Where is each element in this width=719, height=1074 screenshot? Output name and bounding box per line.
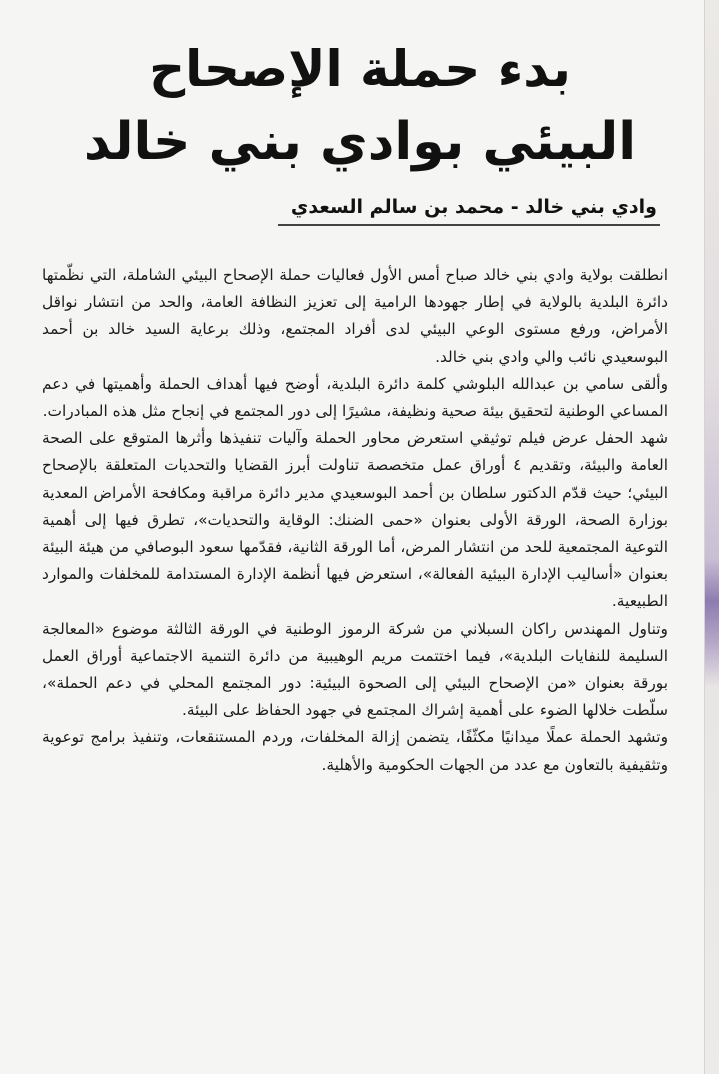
paragraph-5: وتشهد الحملة عملًا ميدانيًا مكثّفًا، يتضمن إزالة المخلفات، وردم المستنقعات، وتنفيذ برامج توعوية وتثقيفية بالتعاون مع عدد من الجهات الحكومية والأهلية. bbox=[42, 728, 668, 774]
adjacent-page-edge bbox=[705, 0, 719, 1074]
article-headline bbox=[80, 33, 640, 179]
headline-line-1: بدء حملة الإصحاح bbox=[149, 40, 571, 99]
paragraph-3: شهد الحفل عرض فيلم توثيقي استعرض محاور الحملة وآليات تنفيذها وأثرها المتوقع على الصحة العامة والبيئة، وتقديم ٤ أوراق عمل متخصصة تناولت أبرز القضايا والتحديات المتعلقة بالإصحاح البيئي؛ حيث قدّم الدكتور سلطان بن أحمد البوسعيدي مدير دائرة مراقبة ومكافحة الأمراض المعدية بوزارة الصحة، الورقة الأولى بعنوان «حمى الضنك: الوقاية والتحديات»، تطرق فيها إلى أهمية التوعية المجتمعية للحد من انتشار المرض، أما الورقة الثانية، فقدّمها سعود البوصافي من هيئة البيئة بعنوان «أساليب الإدارة البيئية الفعالة»، استعرض فيها أنظمة الإدارة المستدامة للمخلفات والموارد الطبيعية. bbox=[42, 429, 668, 611]
page-fold-line bbox=[704, 0, 705, 1074]
article-body bbox=[42, 262, 668, 779]
headline-line-2: البيئي بوادي بني خالد bbox=[83, 112, 637, 173]
paragraph-1: انطلقت بولاية وادي بني خالد صباح أمس الأول فعاليات حملة الإصحاح البيئي الشاملة، التي نظّمتها دائرة البلدية بالولاية في إطار جهودها الرامية إلى تعزيز النظافة العامة، والحد من انتشار نواقل الأمراض، ورفع مستوى الوعي البيئي لدى أفراد المجتمع، وذلك برعاية السيد خالد بن أحمد البوسعيدي نائب والي وادي بني خالد. bbox=[42, 266, 668, 366]
article-byline: وادي بني خالد - محمد بن سالم السعدي bbox=[290, 196, 657, 218]
paragraph-4: وتناول المهندس راكان السبلاني من شركة الرموز الوطنية في الورقة الثالثة موضوع «المعالجة السليمة للنفايات البلدية»، فيما اختتمت مريم الوهيبية من دائرة التنمية الاجتماعية أوراق العمل بورقة بعنوان «من الإصحاح البيئي إلى الصحوة البيئية: دور المجتمع المحلي في دعم الحملة»، سلّطت خلالها الضوء على أهمية إشراك المجتمع في جهود الحفاظ على البيئة. bbox=[42, 619, 668, 720]
byline-underline bbox=[278, 224, 660, 226]
paragraph-2: وألقى سامي بن عبدالله البلوشي كلمة دائرة البلدية، أوضح فيها أهداف الحملة وأهميتها في دعم المساعي الوطنية لتحقيق بيئة صحية ونظيفة، مشيرًا إلى دور المجتمع في إنجاح مثل هذه المبادرات. bbox=[42, 374, 668, 421]
